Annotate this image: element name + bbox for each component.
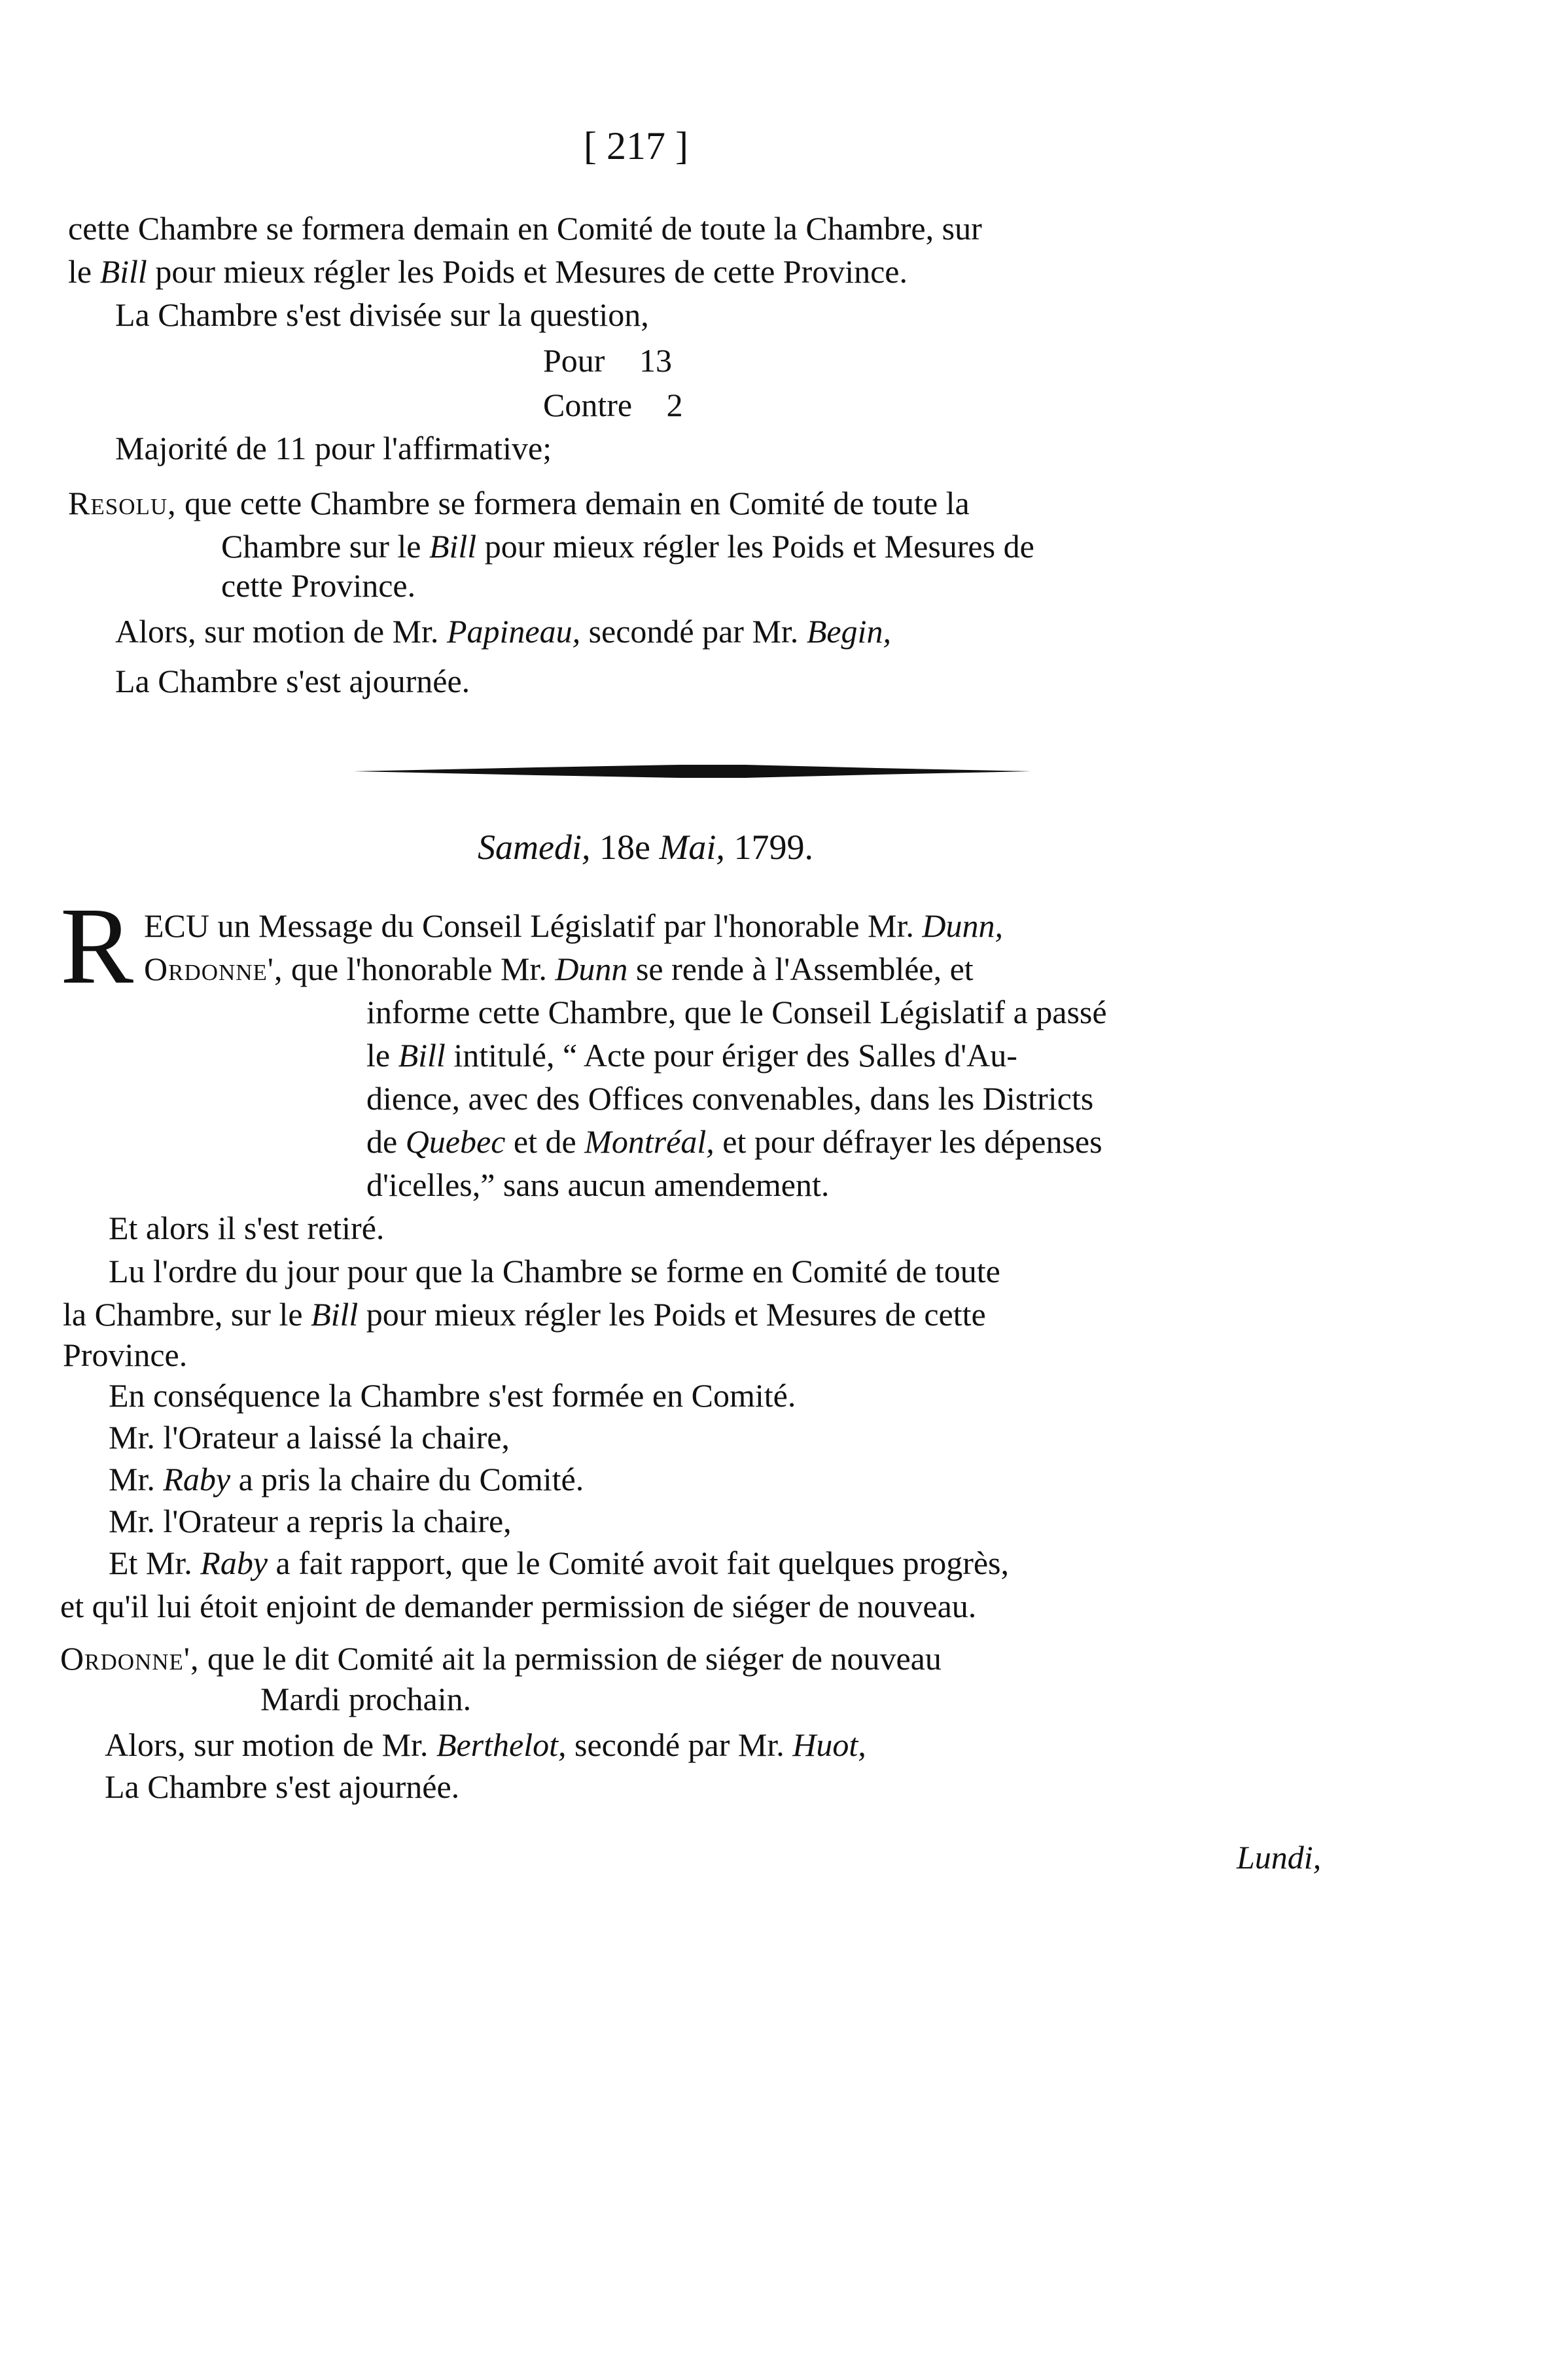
text-span: pour mieux régler les Poids et Mesures de (476, 528, 1034, 565)
text-span: de (366, 1123, 406, 1160)
text-line: En conséquence la Chambre s'est formée en Comité. (109, 1377, 796, 1414)
ordonne-label: Ordonne', (144, 951, 283, 987)
vote-contre (543, 385, 683, 425)
text-line: informe cette Chambre, que le Conseil Législatif a passé (366, 994, 1107, 1030)
italic-span: Bill (398, 1037, 446, 1074)
text-line: cette Province. (221, 567, 416, 604)
text-line (105, 1724, 866, 1765)
text-line: La Chambre s'est ajournée. (115, 663, 470, 699)
text-span: Alors, sur motion de Mr. (105, 1726, 436, 1763)
text-span: que l'honorable Mr. (283, 951, 556, 987)
date-span: Samedi, (478, 828, 599, 867)
text-line: Mr. l'Orateur a repris la chaire, (109, 1503, 512, 1539)
text-line (109, 1543, 1009, 1583)
text-line (144, 949, 974, 989)
text-span: et de (505, 1123, 585, 1160)
text-span: que le dit Comité ait la permission de siéger de nouveau (199, 1640, 942, 1677)
vote-pour (543, 340, 672, 381)
vote-value: 2 (666, 387, 683, 423)
text-line: et qu'il lui étoit enjoint de demander permission de siéger de nouveau. (60, 1588, 977, 1624)
text-span: pour mieux régler les Poids et Mesures de cette (358, 1296, 986, 1333)
text-span: Alors, sur motion de Mr. (115, 613, 447, 650)
ordonne-label: Ordonne', (60, 1640, 200, 1677)
text-line: Mardi prochain. (260, 1681, 472, 1717)
text-span: Chambre sur le (221, 528, 429, 565)
vote-label: Pour (543, 342, 605, 379)
italic-span: Bill (429, 528, 477, 565)
italic-span: Huot, (792, 1726, 866, 1763)
text-span: a pris la chaire du Comité. (230, 1461, 584, 1497)
text-line: d'icelles,” sans aucun amendement. (366, 1166, 830, 1203)
vote-label: Contre (543, 387, 633, 423)
text-line (115, 611, 891, 652)
text-span: le (68, 253, 100, 290)
text-line (221, 526, 1034, 567)
catchword: Lundi, (1237, 1839, 1322, 1876)
text-line (109, 1459, 584, 1499)
resolu-label: Resolu, (68, 485, 177, 521)
text-span: la Chambre, sur le (63, 1296, 311, 1333)
text-span: Mr. (109, 1461, 164, 1497)
text-span: le (366, 1037, 398, 1074)
text-line (63, 1294, 986, 1335)
italic-span: Montréal, (584, 1123, 714, 1160)
text-span: secondé par Mr. (566, 1726, 793, 1763)
date-span: 1799. (733, 828, 813, 867)
drop-cap: R (60, 885, 134, 1007)
italic-span: Raby (200, 1545, 268, 1581)
vote-value: 13 (639, 342, 672, 379)
text-span: secondé par Mr. (580, 613, 807, 650)
italic-span: Quebec (405, 1123, 506, 1160)
text-line: La Chambre s'est divisée sur la question, (115, 296, 649, 333)
text-span: intitulé, “ Acte pour ériger des Salles d'Au- (445, 1037, 1017, 1074)
text-span: a fait rapport, que le Comité avoit fait quelques progrès, (268, 1545, 1010, 1581)
italic-span: Bill (99, 253, 147, 290)
section-date (478, 827, 813, 867)
date-span: Mai, (650, 828, 734, 867)
text-line (68, 208, 1305, 249)
text-line (366, 1035, 1017, 1076)
text-line (68, 483, 970, 523)
text-line: Majorité de 11 pour l'affirmative; (115, 430, 552, 466)
text-line: Et alors il s'est retiré. (109, 1210, 385, 1246)
text-line: Province. (63, 1337, 188, 1373)
section-divider (353, 764, 1031, 779)
text-span: que cette Chambre se formera demain en Comité de toute la (185, 485, 970, 521)
text-line (68, 251, 908, 292)
date-span: 18e (599, 828, 650, 867)
text-span: Et Mr. (109, 1545, 201, 1581)
text-line: Lu l'ordre du jour pour que la Chambre se forme en Comité de toute (109, 1253, 1000, 1289)
italic-span: Dunn, (922, 907, 1003, 944)
text-line: Mr. l'Orateur a laissé la chaire, (109, 1419, 510, 1456)
text-span: cette Chambre se formera demain en Comité de toute la Chambre, sur (68, 210, 982, 247)
text-line: dience, avec des Offices convenables, dans les Districts (366, 1080, 1094, 1117)
text-line (144, 905, 1003, 946)
italic-span: Papineau, (446, 613, 581, 650)
text-span: pour mieux régler les Poids et Mesures de cette Province. (147, 253, 908, 290)
italic-span: Berthelot, (436, 1726, 567, 1763)
text-line (366, 1121, 1102, 1162)
text-line: La Chambre s'est ajournée. (105, 1768, 460, 1805)
italic-span: Bill (311, 1296, 359, 1333)
italic-span: Begin, (806, 613, 891, 650)
text-span: ECU un Message du Conseil Législatif par l'honorable Mr. (144, 907, 923, 944)
text-line (60, 1638, 942, 1679)
italic-span: Dunn (555, 951, 628, 987)
italic-span: Raby (163, 1461, 231, 1497)
page-number: [ 217 ] (584, 124, 688, 167)
text-span: se rende à l'Assemblée, et (627, 951, 974, 987)
text-span: et pour défrayer les dépenses (714, 1123, 1102, 1160)
